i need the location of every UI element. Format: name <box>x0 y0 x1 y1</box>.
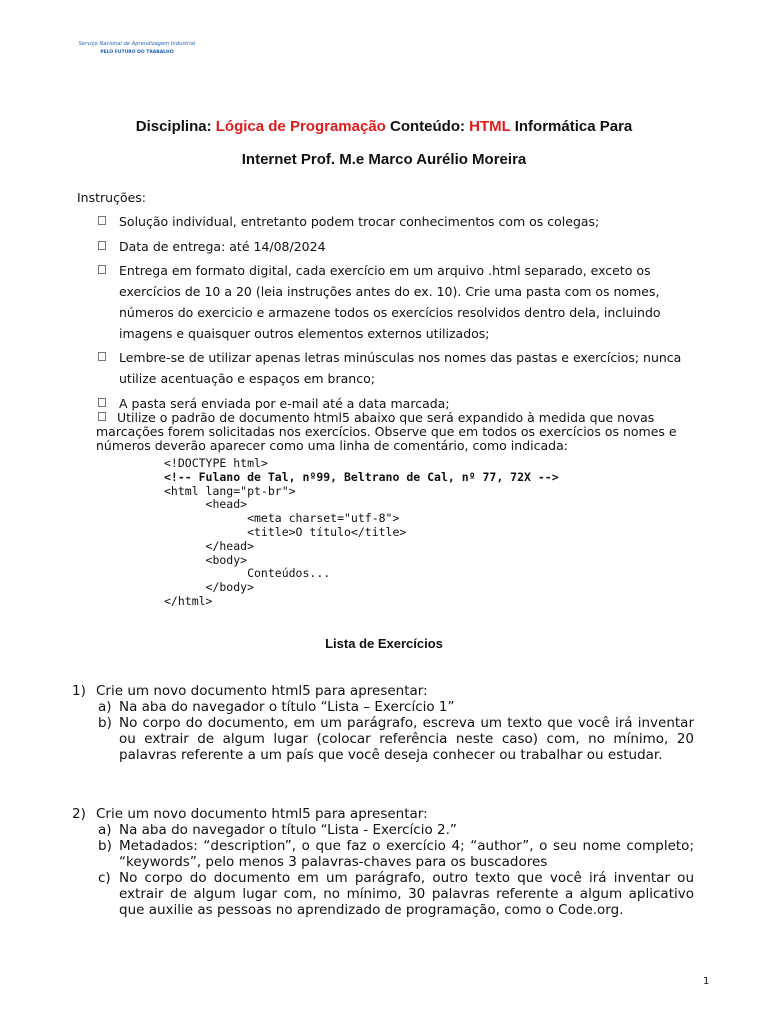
code-line: <title>O título</title> <box>164 524 407 539</box>
instruction-text: Data de entrega: até 14/08/2024 <box>119 238 326 254</box>
exercise-2 <box>72 806 694 918</box>
senai-logo <box>72 41 202 55</box>
code-line: <meta charset="utf-8"> <box>164 511 400 526</box>
label-disciplina: Disciplina: <box>135 118 212 135</box>
code-line: <head> <box>164 497 248 512</box>
logo-line-2: PELO FUTURO DO TRABALHO <box>100 50 174 55</box>
title-rest: Informática Para <box>514 118 633 135</box>
instructions-label: Instruções: <box>77 190 147 205</box>
exercise-subitem <box>72 838 694 870</box>
document-title-line-2: Internet Prof. M.e Marco Aurélio Moreira <box>241 151 527 168</box>
subitem-letter: c) <box>98 870 111 886</box>
instruction-text: Entrega em formato digital, cada exercício em um arquivo .html separado, exceto os exercícios de 10 a 20 (leia instruções antes do ex. 10). Crie uma pasta com os nomes, números do exercicio e armazene todos os exercícios resolvidos dentro dela, incluindo imagens e quaisquer outros elementos externos utilizados; <box>119 263 661 341</box>
code-line: </html> <box>164 593 213 608</box>
logo-line-1: Serviço Nacional de Aprendizagem Industrial <box>78 41 196 47</box>
instruction-item <box>96 261 716 344</box>
instruction-text: Solução individual, entretanto podem trocar conhecimentos com os colegas; <box>119 214 600 229</box>
instruction-text: A pasta será enviada por e-mail até a data marcada; <box>119 395 450 411</box>
exercise-list-heading: Lista de Exercícios <box>325 636 443 651</box>
exercise-subitem <box>72 822 694 838</box>
subitem-text: Na aba do navegador o título “Lista – Exercício 1” <box>119 699 455 715</box>
instruction-item <box>96 212 716 233</box>
subitem-letter: a) <box>98 699 112 715</box>
content-name: HTML <box>469 118 511 135</box>
bullet-box-icon <box>98 216 106 225</box>
page-number: 1 <box>703 976 710 987</box>
label-conteudo: Conteúdo: <box>390 118 465 135</box>
discipline-name: Lógica de Programação <box>215 118 386 135</box>
code-line: </head> <box>164 538 255 553</box>
subitem-text: Metadados: “description”, o que faz o exercício 4; “author”, o seu nome completo; “keywords”, pelo menos 3 palavras-chaves para os buscadores <box>119 838 694 870</box>
code-line: <body> <box>164 552 248 567</box>
bullet-box-icon <box>98 398 106 407</box>
instruction-text: Lembre-se de utilizar apenas letras minúsculas nos nomes das pastas e exercícios; nunca utilize acentuação e espaços em branco; <box>119 350 682 386</box>
bullet-box-icon <box>98 265 106 274</box>
exercise-number: 2) <box>72 806 86 822</box>
subitem-text: No corpo do documento em um parágrafo, outro texto que você irá inventar ou extrair de algum lugar com, no mínimo, 30 palavras referente a algum aplicativo que auxilie as pessoas no aprendizado de programação, como o Code.org. <box>119 870 694 918</box>
subitem-letter: b) <box>98 838 112 854</box>
exercise-statement <box>72 806 694 822</box>
bullet-box-icon <box>98 241 106 250</box>
instruction-item <box>96 237 716 258</box>
subitem-text: No corpo do documento, em um parágrafo, escreva um texto que você irá inventar ou extrair de algum lugar (colocar referência neste caso) com, no mínimo, 20 palavras referente a um país que você deseja conhecer ou trabalhar ou estudar. <box>119 715 694 763</box>
exercise-subitem <box>72 715 694 763</box>
exercise-number: 1) <box>72 683 86 699</box>
exercise-text: Crie um novo documento html5 para apresentar: <box>96 683 428 699</box>
bullet-box-icon <box>98 352 106 361</box>
subitem-letter: a) <box>98 822 112 838</box>
instructions-list <box>96 212 716 418</box>
instruction-text: Utilize o padrão de documento html5 abaixo que será expandido à medida que novas marcações forem solicitadas nos exercícios. Observe que em todos os exercícios os nomes e números deverão aparecer como uma linha de comentário, como indicada: <box>96 410 677 454</box>
html5-code-example <box>164 457 559 609</box>
subitem-letter: b) <box>98 715 112 731</box>
code-line: </body> <box>164 580 255 595</box>
exercise-subitem <box>72 699 694 715</box>
exercise-subitem <box>72 870 694 918</box>
document-title-line-1 <box>0 118 768 135</box>
code-line: <html lang="pt-br"> <box>164 483 296 498</box>
instruction-item-template <box>96 411 711 454</box>
code-line: Conteúdos... <box>164 566 331 581</box>
subitem-text: Na aba do navegador o título “Lista - Exercício 2.” <box>119 822 457 838</box>
code-line-comment: <!-- Fulano de Tal, nº99, Beltrano de Cal, nº 77, 72X --> <box>164 469 559 484</box>
exercise-statement <box>72 683 694 699</box>
exercise-1 <box>72 683 694 763</box>
code-line: <!DOCTYPE html> <box>164 456 268 470</box>
bullet-box-icon <box>98 412 106 421</box>
instruction-item <box>96 348 716 389</box>
exercise-text: Crie um novo documento html5 para apresentar: <box>96 806 428 822</box>
